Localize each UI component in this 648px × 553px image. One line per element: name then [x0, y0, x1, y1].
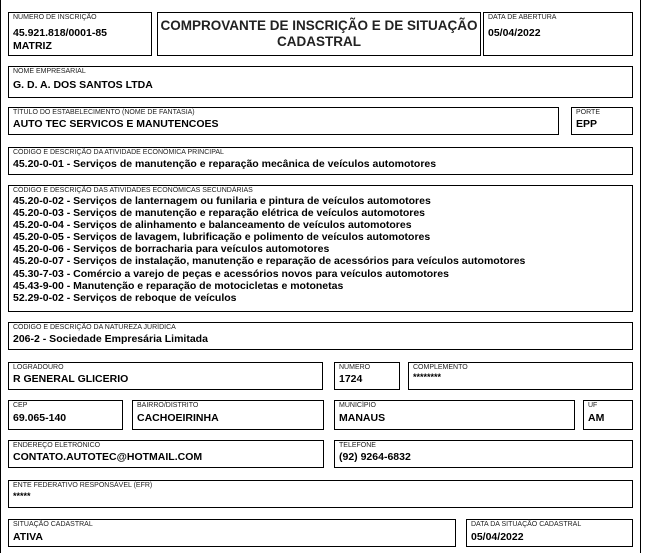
email-value: CONTATO.AUTOTEC@HOTMAIL.COM	[13, 451, 203, 463]
data-situacao-label: DATA DA SITUAÇÃO CADASTRAL	[471, 521, 582, 528]
abertura-box	[483, 12, 633, 56]
telefone-label: TELEFONE	[339, 442, 376, 449]
page-title: COMPROVANTE DE INSCRIÇÃO E DE SITUAÇÃO CADASTRAL	[160, 18, 478, 49]
tipo-value: MATRIZ	[13, 40, 52, 52]
natureza-juridica-box	[8, 322, 633, 350]
fantasia-label: TÍTULO DO ESTABELECIMENTO (NOME DE FANTASIA)	[13, 109, 195, 116]
uf-label: UF	[588, 402, 598, 409]
atividade-principal-label: CÓDIGO E DESCRIÇÃO DA ATIVIDADE ECONÔMICA PRINCIPAL	[13, 149, 224, 156]
list-item: 45.20-0-06 - Serviços de borracharia para veículos automotores	[13, 243, 330, 256]
complemento-label: COMPLEMENTO	[413, 364, 468, 371]
natureza-juridica-value: 206-2 - Sociedade Empresária Limitada	[13, 333, 208, 345]
natureza-juridica-label: CÓDIGO E DESCRIÇÃO DA NATUREZA JURÍDICA	[13, 324, 176, 331]
logradouro-box	[8, 362, 323, 390]
inscricao-label: NÚMERO DE INSCRIÇÃO	[13, 14, 97, 21]
atividade-principal-value: 45.20-0-01 - Serviços de manutenção e reparação mecânica de veículos automotores	[13, 158, 437, 170]
porte-label: PORTE	[576, 109, 600, 116]
email-label: ENDEREÇO ELETRÔNICO	[13, 442, 101, 449]
atividades-secundarias-box	[8, 185, 633, 312]
cep-box	[8, 400, 123, 430]
list-item: 45.20-0-04 - Serviços de alinhamento e balanceamento de veículos automotores	[13, 219, 412, 232]
situacao-label: SITUAÇÃO CADASTRAL	[13, 521, 93, 528]
cep-value: 69.065-140	[13, 412, 67, 424]
municipio-value: MANAUS	[339, 412, 386, 424]
title-box	[157, 12, 481, 56]
situacao-box	[8, 519, 456, 547]
inscricao-box	[8, 12, 152, 56]
page-right-edge	[640, 0, 641, 553]
data-situacao-value: 05/04/2022	[471, 531, 524, 543]
list-item: 45.20-0-07 - Serviços de instalação, manutenção e reparação de acessórios para veículos automotores	[13, 255, 526, 268]
telefone-box	[334, 440, 633, 468]
list-item: 52.29-0-02 - Serviços de reboque de veículos	[13, 291, 237, 304]
list-item: 45.20-0-05 - Serviços de lavagem, lubrificação e polimento de veículos automotores	[13, 231, 431, 244]
uf-value: AM	[588, 412, 605, 424]
inscricao-value: 45.921.818/0001-85	[13, 27, 108, 39]
list-item: 45.20-0-03 - Serviços de manutenção e reparação elétrica de veículos automotores	[13, 207, 426, 220]
list-item: 45.43-9-00 - Manutenção e reparação de motocicletas e motonetas	[13, 279, 344, 292]
nome-empresarial-value: G. D. A. DOS SANTOS LTDA	[13, 79, 153, 91]
bairro-box	[132, 400, 324, 430]
municipio-label: MUNICÍPIO	[339, 402, 376, 409]
nome-empresarial-label: NOME EMPRESARIAL	[13, 68, 86, 75]
list-item: 45.30-7-03 - Comércio a varejo de peças e acessórios novos para veículos automotores	[13, 267, 449, 280]
numero-value: 1724	[339, 373, 363, 385]
email-box	[8, 440, 324, 468]
atividade-principal-box	[8, 147, 633, 175]
logradouro-value: R GENERAL GLICERIO	[13, 373, 129, 385]
numero-box	[334, 362, 400, 390]
list-item: 45.20-0-02 - Serviços de lanternagem ou funilaria e pintura de veículos automotores	[13, 195, 431, 207]
data-situacao-box	[466, 519, 633, 547]
porte-value: EPP	[576, 118, 598, 130]
abertura-value: 05/04/2022	[488, 27, 541, 39]
atividades-secundarias-label: CÓDIGO E DESCRIÇÃO DAS ATIVIDADES ECONÔMICAS SECUNDÁRIAS	[13, 187, 253, 194]
situacao-value: ATIVA	[13, 531, 43, 543]
efr-box	[8, 480, 633, 508]
atividades-secundarias-list	[13, 195, 525, 304]
complemento-value: ********	[413, 372, 442, 382]
numero-label: NÚMERO	[339, 364, 371, 371]
efr-value: *****	[13, 491, 31, 501]
bairro-value: CACHOEIRINHA	[137, 412, 219, 424]
bairro-label: BAIRRO/DISTRITO	[137, 402, 199, 409]
uf-box	[583, 400, 633, 430]
nome-empresarial-box	[8, 66, 633, 98]
telefone-value: (92) 9264-6832	[339, 451, 411, 463]
abertura-label: DATA DE ABERTURA	[488, 14, 557, 21]
municipio-box	[334, 400, 575, 430]
complemento-box	[408, 362, 633, 390]
logradouro-label: LOGRADOURO	[13, 364, 64, 371]
efr-label: ENTE FEDERATIVO RESPONSÁVEL (EFR)	[13, 482, 153, 489]
porte-box	[571, 107, 633, 135]
fantasia-box	[8, 107, 559, 135]
fantasia-value: AUTO TEC SERVICOS E MANUTENCOES	[13, 118, 219, 130]
page-left-edge	[0, 0, 1, 553]
cep-label: CEP	[13, 402, 28, 409]
